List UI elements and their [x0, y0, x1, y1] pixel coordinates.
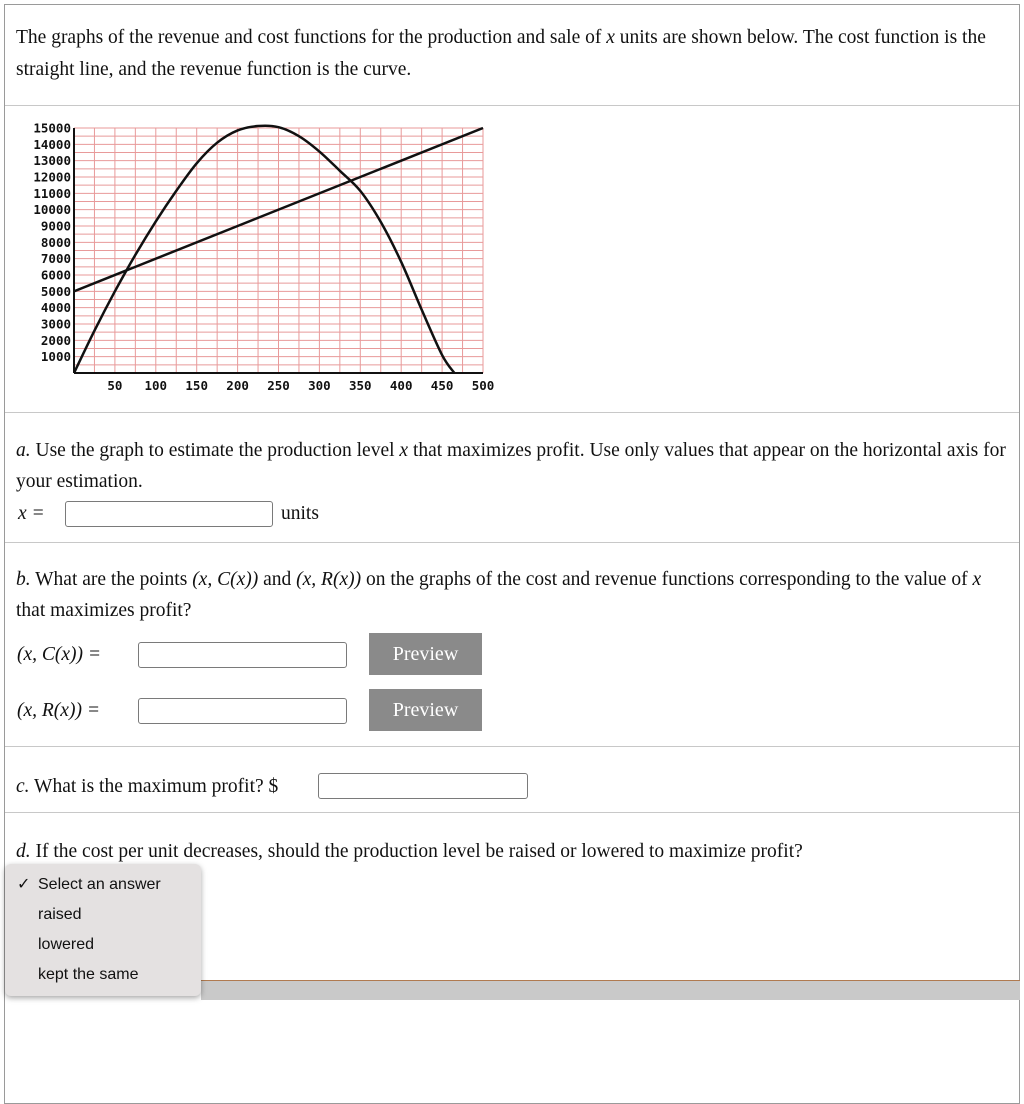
y-tick-label: 6000: [40, 267, 71, 283]
divider: [5, 812, 1019, 813]
revenue-cost-chart: [0, 110, 500, 400]
x-tick-label: 150: [185, 378, 208, 393]
x-tick-label: 300: [308, 378, 331, 393]
y-tick-label: 11000: [33, 185, 71, 201]
part-b-text-1: What are the points: [30, 569, 193, 590]
checkmark-icon: ✓: [17, 876, 31, 893]
option-raised[interactable]: [5, 900, 201, 930]
divider: [5, 542, 1019, 543]
intro-text-1: The graphs of the revenue and cost functions for the production and sale of: [16, 27, 607, 48]
part-b-var: x: [972, 569, 982, 590]
y-tick-label: 4000: [40, 300, 71, 316]
divider: [5, 105, 1019, 106]
part-a-question: [16, 435, 1006, 497]
part-d-text: If the cost per unit decreases, should the production level be raised or lowered to maximize profit?: [30, 841, 803, 862]
option-label: raised: [38, 906, 82, 923]
intro-text-2: units are shown below. The cost function is the straight line, and the revenue function is the curve.: [16, 27, 986, 80]
x-equals-label: x =: [18, 503, 45, 524]
intro-var: x: [606, 27, 615, 48]
part-c-text: What is the maximum profit? $: [29, 776, 279, 797]
part-a-var: x: [399, 440, 409, 461]
x-tick-label: 500: [471, 378, 495, 393]
option-kept-the-same[interactable]: [5, 960, 201, 990]
x-tick-label: 250: [267, 378, 290, 393]
x-tick-label: 50: [107, 378, 123, 393]
part-b-expr-revenue: (x, R(x)): [296, 569, 362, 590]
problem-statement: [16, 22, 1006, 86]
part-a-letter: a.: [16, 440, 31, 461]
units-label: units: [281, 503, 319, 524]
part-b-text-3: on the graphs of the cost and revenue functions corresponding to the value of: [361, 569, 973, 590]
y-tick-label: 8000: [40, 234, 71, 250]
y-tick-label: 15000: [33, 120, 71, 136]
revenue-point-input[interactable]: [138, 698, 347, 724]
x-tick-label: 450: [430, 378, 454, 393]
y-tick-label: 1000: [40, 349, 71, 365]
y-tick-label: 14000: [33, 136, 71, 152]
y-tick-label: 9000: [40, 218, 71, 234]
y-tick-label: 2000: [40, 332, 71, 348]
cost-preview-button[interactable]: Preview: [369, 633, 482, 675]
x-tick-label: 350: [349, 378, 372, 393]
part-d-letter: d.: [16, 841, 31, 862]
y-tick-label: 7000: [40, 251, 71, 267]
part-b-text-2: and: [258, 569, 297, 590]
part-b-expr-cost: (x, C(x)): [192, 569, 259, 590]
option-lowered[interactable]: [5, 930, 201, 960]
part-d-question: [16, 836, 1006, 867]
cost-point-label: (x, C(x)) =: [17, 644, 102, 665]
x-tick-label: 400: [389, 378, 413, 393]
part-b-text-4: that maximizes profit?: [16, 600, 192, 621]
revenue-point-label: (x, R(x)) =: [17, 700, 100, 721]
divider: [5, 412, 1019, 413]
revenue-preview-button[interactable]: Preview: [369, 689, 482, 731]
y-tick-label: 3000: [40, 316, 71, 332]
y-tick-label: 10000: [33, 202, 71, 218]
option-label: lowered: [38, 936, 95, 953]
y-tick-label: 5000: [40, 283, 71, 299]
part-a-text-2: that maximizes profit. Use only values that appear on the horizontal axis for your estimation.: [16, 440, 1006, 492]
x-tick-label: 200: [226, 378, 249, 393]
option-label: Select an answer: [38, 876, 161, 893]
divider: [5, 746, 1019, 747]
option-select-an-answer[interactable]: [5, 870, 201, 900]
x-tick-label: 100: [144, 378, 168, 393]
part-b-letter: b.: [16, 569, 31, 590]
option-label: kept the same: [38, 966, 139, 983]
y-tick-label: 13000: [33, 153, 71, 169]
max-profit-input[interactable]: [318, 773, 528, 799]
y-tick-label: 12000: [33, 169, 71, 185]
x-input[interactable]: [65, 501, 273, 527]
part-a-text-1: Use the graph to estimate the production level: [30, 440, 400, 461]
part-b-question: [16, 564, 1006, 626]
bottom-bar: [201, 980, 1020, 1000]
cost-point-input[interactable]: [138, 642, 347, 668]
part-c-letter: c.: [16, 776, 30, 797]
answer-dropdown-menu[interactable]: [5, 864, 201, 996]
